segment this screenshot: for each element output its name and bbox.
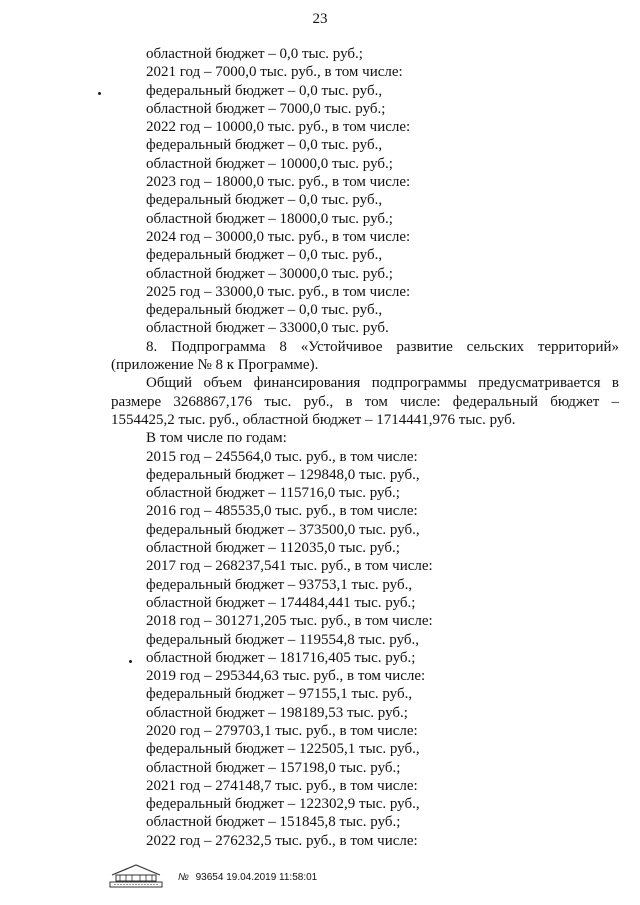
text-line: 2023 год – 18000,0 тыс. руб., в том числе: (146, 174, 411, 191)
text-line: областной бюджет – 157198,0 тыс. руб.; (146, 759, 401, 776)
text-line: областной бюджет – 181716,405 тыс. руб.; (146, 649, 416, 666)
paragraph-line: Общий объем финансирования подпрограммы предусматривается в (146, 375, 619, 392)
text-line: 2017 год – 268237,541 тыс. руб., в том числе: (146, 558, 433, 575)
text-line: федеральный бюджет – 0,0 тыс. руб., (146, 137, 383, 154)
text-line: 2021 год – 7000,0 тыс. руб., в том числе: (146, 64, 403, 81)
text-line: областной бюджет – 30000,0 тыс. руб.; (146, 265, 393, 282)
text-line: областной бюджет – 151845,8 тыс. руб.; (146, 814, 401, 831)
text-line: федеральный бюджет – 373500,0 тыс. руб., (146, 521, 420, 538)
text-line: областной бюджет – 0,0 тыс. руб.; (146, 46, 363, 62)
scan-speck (98, 92, 101, 95)
paragraph-line: 8. Подпрограмма 8 «Устойчивое развитие сельских территорий» (146, 338, 619, 355)
text-line: 2018 год – 301271,205 тыс. руб., в том числе: (146, 613, 433, 630)
text-line: федеральный бюджет – 0,0 тыс. руб., (146, 82, 383, 99)
text-line: 2024 год – 30000,0 тыс. руб., в том числе: (146, 228, 411, 245)
subprogram-paragraph (111, 338, 619, 375)
financing-paragraph (111, 374, 619, 429)
budget-block-2015-2022 (111, 448, 619, 851)
document-number: 93654 (195, 872, 224, 883)
text-line: областной бюджет – 7000,0 тыс. руб.; (146, 100, 386, 117)
text-line: 2020 год – 279703,1 тыс. руб., в том числе: (146, 722, 418, 739)
text-line: федеральный бюджет – 0,0 тыс. руб., (146, 302, 383, 319)
text-line: федеральный бюджет – 122505,1 тыс. руб., (146, 741, 420, 758)
text-line: 2025 год – 33000,0 тыс. руб., в том числе: (146, 283, 411, 300)
text-line: 2022 год – 10000,0 тыс. руб., в том числе: (146, 119, 411, 136)
number-sign: № (178, 872, 189, 883)
text-line: 2016 год – 485535,0 тыс. руб., в том числе: (146, 503, 418, 520)
document-registration (178, 872, 317, 884)
text-line: областной бюджет – 174484,441 тыс. руб.; (146, 594, 416, 611)
text-line: 2021 год – 274148,7 тыс. руб., в том числе: (146, 777, 418, 794)
text-line: областной бюджет – 112035,0 тыс. руб.; (146, 540, 400, 557)
text-line: областной бюджет – 18000,0 тыс. руб.; (146, 210, 393, 227)
text-line: федеральный бюджет – 122302,9 тыс. руб., (146, 796, 420, 813)
text-line: федеральный бюджет – 0,0 тыс. руб., (146, 192, 383, 209)
document-body (111, 45, 619, 850)
text-line: областной бюджет – 115716,0 тыс. руб.; (146, 485, 400, 502)
document-footer (106, 861, 366, 891)
paragraph-line: 1554425,2 тыс. руб., областной бюджет – 1714441,976 тыс. руб. (111, 411, 516, 428)
page-number: 23 (312, 11, 328, 27)
by-years-heading: В том числе по годам: (146, 430, 287, 447)
text-line: 2015 год – 245564,0 тыс. руб., в том числе: (146, 448, 418, 465)
text-line: областной бюджет – 33000,0 тыс. руб. (146, 320, 389, 337)
text-line: 2022 год – 276232,5 тыс. руб., в том числе: (146, 832, 418, 849)
text-line: федеральный бюджет – 93753,1 тыс. руб., (146, 576, 413, 593)
text-line: федеральный бюджет – 0,0 тыс. руб., (146, 247, 383, 264)
text-line: областной бюджет – 10000,0 тыс. руб.; (146, 155, 393, 172)
scan-speck (129, 660, 132, 663)
document-datetime: 19.04.2019 11:58:01 (226, 872, 318, 883)
paragraph-line: размере 3268867,176 тыс. руб., в том числе: федеральный бюджет – (111, 393, 619, 410)
text-line: 2019 год – 295344,63 тыс. руб., в том числе: (146, 668, 426, 685)
registry-stamp-icon (106, 861, 166, 889)
text-line: областной бюджет – 198189,53 тыс. руб.; (146, 704, 408, 721)
text-line: федеральный бюджет – 119554,8 тыс. руб., (146, 631, 420, 648)
budget-block-2021-2025 (111, 45, 619, 338)
paragraph-line: (приложение № 8 к Программе). (111, 357, 319, 374)
text-line: федеральный бюджет – 97155,1 тыс. руб., (146, 686, 413, 703)
text-line: федеральный бюджет – 129848,0 тыс. руб., (146, 466, 420, 483)
